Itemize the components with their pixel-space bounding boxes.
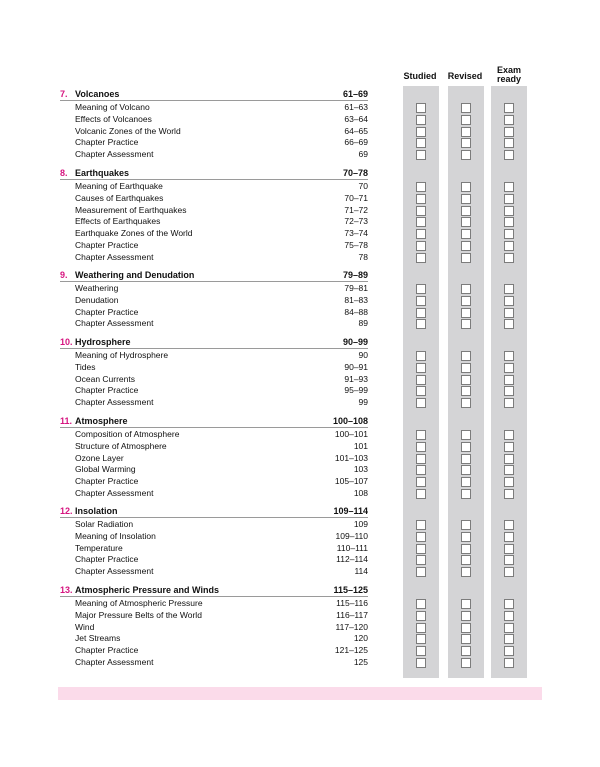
checkbox-studied[interactable] — [416, 442, 426, 452]
checkbox-studied[interactable] — [416, 386, 426, 396]
checkbox-studied[interactable] — [416, 319, 426, 329]
checkbox-studied[interactable] — [416, 398, 426, 408]
topic-row — [60, 126, 368, 138]
checkbox-exam-ready[interactable] — [504, 103, 514, 113]
topic-title: Jet Streams — [75, 633, 121, 644]
checkbox-studied[interactable] — [416, 103, 426, 113]
topic-title: Chapter Assessment — [75, 318, 154, 329]
topic-row — [60, 531, 368, 543]
checkbox-exam-ready[interactable] — [504, 398, 514, 408]
chapter-heading — [60, 336, 368, 349]
checkbox-revised[interactable] — [461, 646, 471, 656]
checkbox-exam-ready[interactable] — [504, 319, 514, 329]
topic-pages: 121–125 — [334, 645, 368, 656]
checkbox-revised[interactable] — [461, 658, 471, 668]
topic-pages: 117–120 — [335, 621, 368, 632]
topic-title: Chapter Practice — [75, 137, 139, 148]
topic-row — [60, 476, 368, 488]
checkbox-exam-ready[interactable] — [504, 658, 514, 668]
topic-row — [60, 610, 368, 622]
checkbox-revised[interactable] — [461, 127, 471, 137]
checkbox-exam-ready[interactable] — [504, 555, 514, 565]
topic-row — [60, 645, 368, 657]
checkbox-revised[interactable] — [461, 229, 471, 239]
checkbox-exam-ready[interactable] — [504, 611, 514, 621]
chapter-block — [60, 269, 368, 330]
topic-pages: 103 — [353, 464, 368, 475]
topic-pages: 81–83 — [344, 294, 368, 305]
topic-title: Meaning of Hydrosphere — [75, 350, 169, 360]
topic-title: Chapter Assessment — [75, 656, 154, 667]
chapter-block — [60, 415, 368, 500]
topic-title: Chapter Practice — [75, 385, 139, 396]
checkbox-studied[interactable] — [416, 658, 426, 668]
checkbox-studied[interactable] — [416, 567, 426, 577]
checkbox-studied[interactable] — [416, 544, 426, 554]
checkbox-revised[interactable] — [461, 532, 471, 542]
checkbox-revised[interactable] — [461, 217, 471, 227]
topic-row — [60, 228, 368, 240]
topic-row — [60, 193, 368, 205]
checkbox-studied[interactable] — [416, 217, 426, 227]
topic-row — [60, 252, 368, 264]
chapter-pages: 115–125 — [333, 585, 368, 595]
chapter-pages: 70–78 — [342, 168, 368, 178]
topic-pages: 61–63 — [344, 102, 368, 112]
topic-title: Meaning of Insolation — [75, 530, 156, 541]
chapter-pages: 100–108 — [332, 416, 368, 426]
topic-pages: 99 — [358, 397, 368, 408]
topic-title: Meaning of Atmospheric Pressure — [75, 598, 203, 608]
checkbox-revised[interactable] — [461, 115, 471, 125]
checkbox-studied[interactable] — [416, 454, 426, 464]
topic-pages: 64–65 — [344, 125, 368, 136]
topic-row — [60, 216, 368, 228]
checkbox-exam-ready[interactable] — [504, 217, 514, 227]
checkbox-exam-ready[interactable] — [504, 454, 514, 464]
checkbox-exam-ready[interactable] — [504, 351, 514, 361]
checkbox-exam-ready[interactable] — [504, 489, 514, 499]
topic-row — [60, 598, 368, 610]
checkbox-exam-ready[interactable] — [504, 442, 514, 452]
checkbox-exam-ready[interactable] — [504, 520, 514, 530]
checkbox-studied[interactable] — [416, 634, 426, 644]
checkbox-exam-ready[interactable] — [504, 599, 514, 609]
topic-pages: 109–110 — [335, 530, 368, 541]
topic-pages: 114 — [354, 566, 368, 577]
chapter-block — [60, 505, 368, 578]
topic-pages: 78 — [358, 251, 368, 262]
checkbox-revised[interactable] — [461, 454, 471, 464]
topic-pages: 112–114 — [336, 554, 368, 565]
checkbox-revised[interactable] — [461, 544, 471, 554]
topic-row — [60, 137, 368, 149]
chapter-pages: 79–89 — [342, 270, 368, 280]
checkbox-studied[interactable] — [416, 241, 426, 251]
topic-row — [60, 488, 368, 500]
chapter-number: 8. — [60, 168, 68, 178]
topic-pages: 66–69 — [344, 137, 368, 148]
checkbox-studied[interactable] — [416, 253, 426, 263]
topic-pages: 101–103 — [334, 452, 368, 463]
checkbox-studied[interactable] — [416, 229, 426, 239]
topic-title: Solar Radiation — [75, 519, 134, 529]
topic-title: Chapter Assessment — [75, 487, 154, 498]
topic-pages: 63–64 — [344, 113, 368, 124]
checkbox-revised[interactable] — [461, 398, 471, 408]
topic-pages: 72–73 — [344, 216, 368, 227]
chapter-title: Atmosphere — [75, 416, 128, 426]
checkbox-studied[interactable] — [416, 375, 426, 385]
checkbox-revised[interactable] — [461, 296, 471, 306]
chapter-title: Atmospheric Pressure and Winds — [75, 585, 219, 595]
chapter-heading — [60, 167, 368, 180]
topic-row — [60, 519, 368, 531]
checkbox-studied[interactable] — [416, 351, 426, 361]
checkbox-exam-ready[interactable] — [504, 229, 514, 239]
topic-row — [60, 362, 368, 374]
topic-row — [60, 374, 368, 386]
topic-pages: 70 — [358, 181, 368, 191]
checkbox-revised[interactable] — [461, 194, 471, 204]
checkbox-studied[interactable] — [416, 194, 426, 204]
topic-pages: 69 — [358, 149, 368, 160]
topic-pages: 95–99 — [344, 385, 368, 396]
topic-row — [60, 429, 368, 441]
checkbox-revised[interactable] — [461, 477, 471, 487]
checkbox-exam-ready[interactable] — [504, 253, 514, 263]
checkbox-studied[interactable] — [416, 308, 426, 318]
checkbox-revised[interactable] — [461, 465, 471, 475]
topic-row — [60, 307, 368, 319]
checkbox-studied[interactable] — [416, 127, 426, 137]
checkbox-revised[interactable] — [461, 567, 471, 577]
topic-title: Ozone Layer — [75, 452, 124, 463]
chapter-pages: 90–99 — [342, 337, 368, 347]
topic-pages: 120 — [353, 633, 368, 644]
topic-row — [60, 464, 368, 476]
topic-title: Major Pressure Belts of the World — [75, 609, 202, 620]
column-header-studied: Studied — [403, 71, 437, 81]
checkbox-revised[interactable] — [461, 253, 471, 263]
topic-title: Chapter Practice — [75, 239, 139, 250]
chapter-number: 9. — [60, 270, 68, 280]
chapter-pages: 61–69 — [342, 89, 368, 99]
topic-row — [60, 657, 368, 669]
checkbox-exam-ready[interactable] — [504, 363, 514, 373]
topic-row — [60, 295, 368, 307]
checkbox-exam-ready[interactable] — [504, 138, 514, 148]
topic-row — [60, 102, 368, 114]
topic-row — [60, 543, 368, 555]
checkbox-exam-ready[interactable] — [504, 567, 514, 577]
topic-row — [60, 283, 368, 295]
topic-title: Measurement of Earthquakes — [75, 204, 187, 215]
checkbox-studied[interactable] — [416, 477, 426, 487]
topic-title: Global Warming — [75, 464, 136, 475]
checkbox-revised[interactable] — [461, 308, 471, 318]
topic-row — [60, 441, 368, 453]
topic-title: Temperature — [75, 542, 123, 553]
topic-title: Chapter Assessment — [75, 149, 154, 160]
topic-title: Meaning of Earthquake — [75, 181, 163, 191]
checkbox-revised[interactable] — [461, 442, 471, 452]
checkbox-revised[interactable] — [461, 206, 471, 216]
topic-pages: 91–93 — [344, 373, 368, 384]
topic-title: Structure of Atmosphere — [75, 440, 167, 451]
checkbox-exam-ready[interactable] — [504, 284, 514, 294]
topic-pages: 101 — [353, 440, 368, 451]
topic-row — [60, 385, 368, 397]
topic-pages: 90 — [358, 350, 368, 360]
checkbox-revised[interactable] — [461, 150, 471, 160]
checkbox-studied[interactable] — [416, 555, 426, 565]
topic-row — [60, 397, 368, 409]
checkbox-studied[interactable] — [416, 363, 426, 373]
topic-title: Chapter Assessment — [75, 397, 154, 408]
checkbox-studied[interactable] — [416, 115, 426, 125]
topic-pages: 90–91 — [344, 361, 368, 372]
checkbox-exam-ready[interactable] — [504, 532, 514, 542]
checkbox-exam-ready[interactable] — [504, 127, 514, 137]
topic-pages: 108 — [353, 487, 368, 498]
topic-row — [60, 318, 368, 330]
checkbox-revised[interactable] — [461, 634, 471, 644]
chapter-block — [60, 88, 368, 161]
topic-title: Effects of Volcanoes — [75, 113, 152, 124]
checkbox-exam-ready[interactable] — [504, 623, 514, 633]
checkbox-studied[interactable] — [416, 520, 426, 530]
checkbox-exam-ready[interactable] — [504, 115, 514, 125]
checkbox-studied[interactable] — [416, 623, 426, 633]
chapter-number: 12. — [60, 506, 73, 516]
checkbox-revised[interactable] — [461, 103, 471, 113]
chapter-heading — [60, 88, 368, 101]
checkbox-revised[interactable] — [461, 599, 471, 609]
chapter-title: Hydrosphere — [75, 337, 131, 347]
column-header-exam-ready: Exam ready — [496, 65, 522, 84]
topic-title: Weathering — [75, 283, 119, 293]
checkbox-exam-ready[interactable] — [504, 375, 514, 385]
topic-title: Causes of Earthquakes — [75, 192, 164, 203]
chapter-number: 11. — [60, 416, 73, 426]
checkbox-revised[interactable] — [461, 489, 471, 499]
checkbox-revised[interactable] — [461, 284, 471, 294]
chapter-block — [60, 584, 368, 669]
checkbox-exam-ready[interactable] — [504, 477, 514, 487]
topic-row — [60, 554, 368, 566]
chapter-heading — [60, 415, 368, 428]
topic-row — [60, 149, 368, 161]
checkbox-studied[interactable] — [416, 430, 426, 440]
footer-bar — [58, 687, 542, 700]
checkbox-studied[interactable] — [416, 532, 426, 542]
checkbox-studied[interactable] — [416, 182, 426, 192]
checkbox-studied[interactable] — [416, 465, 426, 475]
checkbox-studied[interactable] — [416, 150, 426, 160]
checkbox-revised[interactable] — [461, 138, 471, 148]
topic-title: Chapter Practice — [75, 645, 139, 656]
topic-title: Effects of Earthquakes — [75, 216, 161, 227]
checkbox-studied[interactable] — [416, 646, 426, 656]
checkbox-studied[interactable] — [416, 599, 426, 609]
checkbox-exam-ready[interactable] — [504, 194, 514, 204]
checkbox-exam-ready[interactable] — [504, 241, 514, 251]
checkbox-exam-ready[interactable] — [504, 386, 514, 396]
checkbox-exam-ready[interactable] — [504, 544, 514, 554]
chapter-title: Insolation — [75, 506, 118, 516]
topic-pages: 115–116 — [336, 598, 368, 608]
chapter-heading — [60, 269, 368, 282]
checkbox-exam-ready[interactable] — [504, 308, 514, 318]
topic-row — [60, 205, 368, 217]
topic-row — [60, 350, 368, 362]
topic-title: Chapter Practice — [75, 476, 139, 487]
topic-pages: 75–78 — [344, 239, 368, 250]
topic-pages: 71–72 — [344, 204, 368, 215]
topic-title: Denudation — [75, 294, 119, 305]
topic-pages: 73–74 — [344, 228, 368, 239]
chapter-title: Volcanoes — [75, 89, 120, 99]
checkbox-revised[interactable] — [461, 363, 471, 373]
chapter-title: Earthquakes — [75, 168, 130, 178]
topic-title: Volcanic Zones of the World — [75, 125, 181, 136]
checkbox-revised[interactable] — [461, 430, 471, 440]
topic-pages: 89 — [358, 318, 368, 329]
chapter-number: 10. — [60, 337, 73, 347]
topic-pages: 116–117 — [336, 609, 368, 620]
topic-title: Ocean Currents — [75, 373, 135, 384]
topic-pages: 125 — [353, 656, 368, 667]
checkbox-exam-ready[interactable] — [504, 430, 514, 440]
chapter-block — [60, 167, 368, 264]
chapter-heading — [60, 584, 368, 597]
checkbox-revised[interactable] — [461, 623, 471, 633]
topic-pages: 70–71 — [344, 192, 368, 203]
checkbox-exam-ready[interactable] — [504, 296, 514, 306]
topic-title: Chapter Practice — [75, 306, 139, 317]
checkbox-exam-ready[interactable] — [504, 182, 514, 192]
topic-pages: 109 — [353, 519, 368, 529]
topic-title: Earthquake Zones of the World — [75, 228, 193, 239]
checkbox-exam-ready[interactable] — [504, 465, 514, 475]
checkbox-revised[interactable] — [461, 351, 471, 361]
topic-title: Meaning of Volcano — [75, 102, 150, 112]
topic-pages: 105–107 — [334, 476, 368, 487]
checkbox-studied[interactable] — [416, 489, 426, 499]
topic-title: Chapter Assessment — [75, 566, 154, 577]
topic-pages: 79–81 — [344, 283, 368, 293]
checkbox-revised[interactable] — [461, 386, 471, 396]
topic-title: Tides — [75, 361, 96, 372]
topic-title: Chapter Practice — [75, 554, 139, 565]
topic-pages: 84–88 — [344, 306, 368, 317]
chapter-block — [60, 336, 368, 409]
chapter-number: 13. — [60, 585, 73, 595]
topic-title: Chapter Assessment — [75, 251, 154, 262]
topic-row — [60, 240, 368, 252]
topic-row — [60, 622, 368, 634]
checkbox-studied[interactable] — [416, 206, 426, 216]
topic-row — [60, 181, 368, 193]
checkbox-exam-ready[interactable] — [504, 150, 514, 160]
chapter-pages: 109–114 — [333, 506, 368, 516]
topic-row — [60, 566, 368, 578]
chapter-title: Weathering and Denudation — [75, 270, 195, 280]
chapter-number: 7. — [60, 89, 68, 99]
topic-title: Wind — [75, 621, 95, 632]
topic-row — [60, 114, 368, 126]
topic-pages: 110–111 — [336, 542, 368, 553]
topic-row — [60, 633, 368, 645]
checkbox-studied[interactable] — [416, 296, 426, 306]
checkbox-exam-ready[interactable] — [504, 646, 514, 656]
checkbox-studied[interactable] — [416, 284, 426, 294]
checkbox-revised[interactable] — [461, 520, 471, 530]
checkbox-revised[interactable] — [461, 555, 471, 565]
checkbox-revised[interactable] — [461, 375, 471, 385]
checkbox-revised[interactable] — [461, 182, 471, 192]
checkbox-studied[interactable] — [416, 138, 426, 148]
checkbox-revised[interactable] — [461, 611, 471, 621]
checkbox-exam-ready[interactable] — [504, 634, 514, 644]
chapter-heading — [60, 505, 368, 518]
topic-pages: 100–101 — [334, 429, 368, 439]
checkbox-revised[interactable] — [461, 241, 471, 251]
topic-title: Composition of Atmosphere — [75, 429, 180, 439]
checkbox-studied[interactable] — [416, 611, 426, 621]
column-header-revised: Revised — [447, 71, 483, 81]
topic-row — [60, 453, 368, 465]
checkbox-revised[interactable] — [461, 319, 471, 329]
checkbox-exam-ready[interactable] — [504, 206, 514, 216]
